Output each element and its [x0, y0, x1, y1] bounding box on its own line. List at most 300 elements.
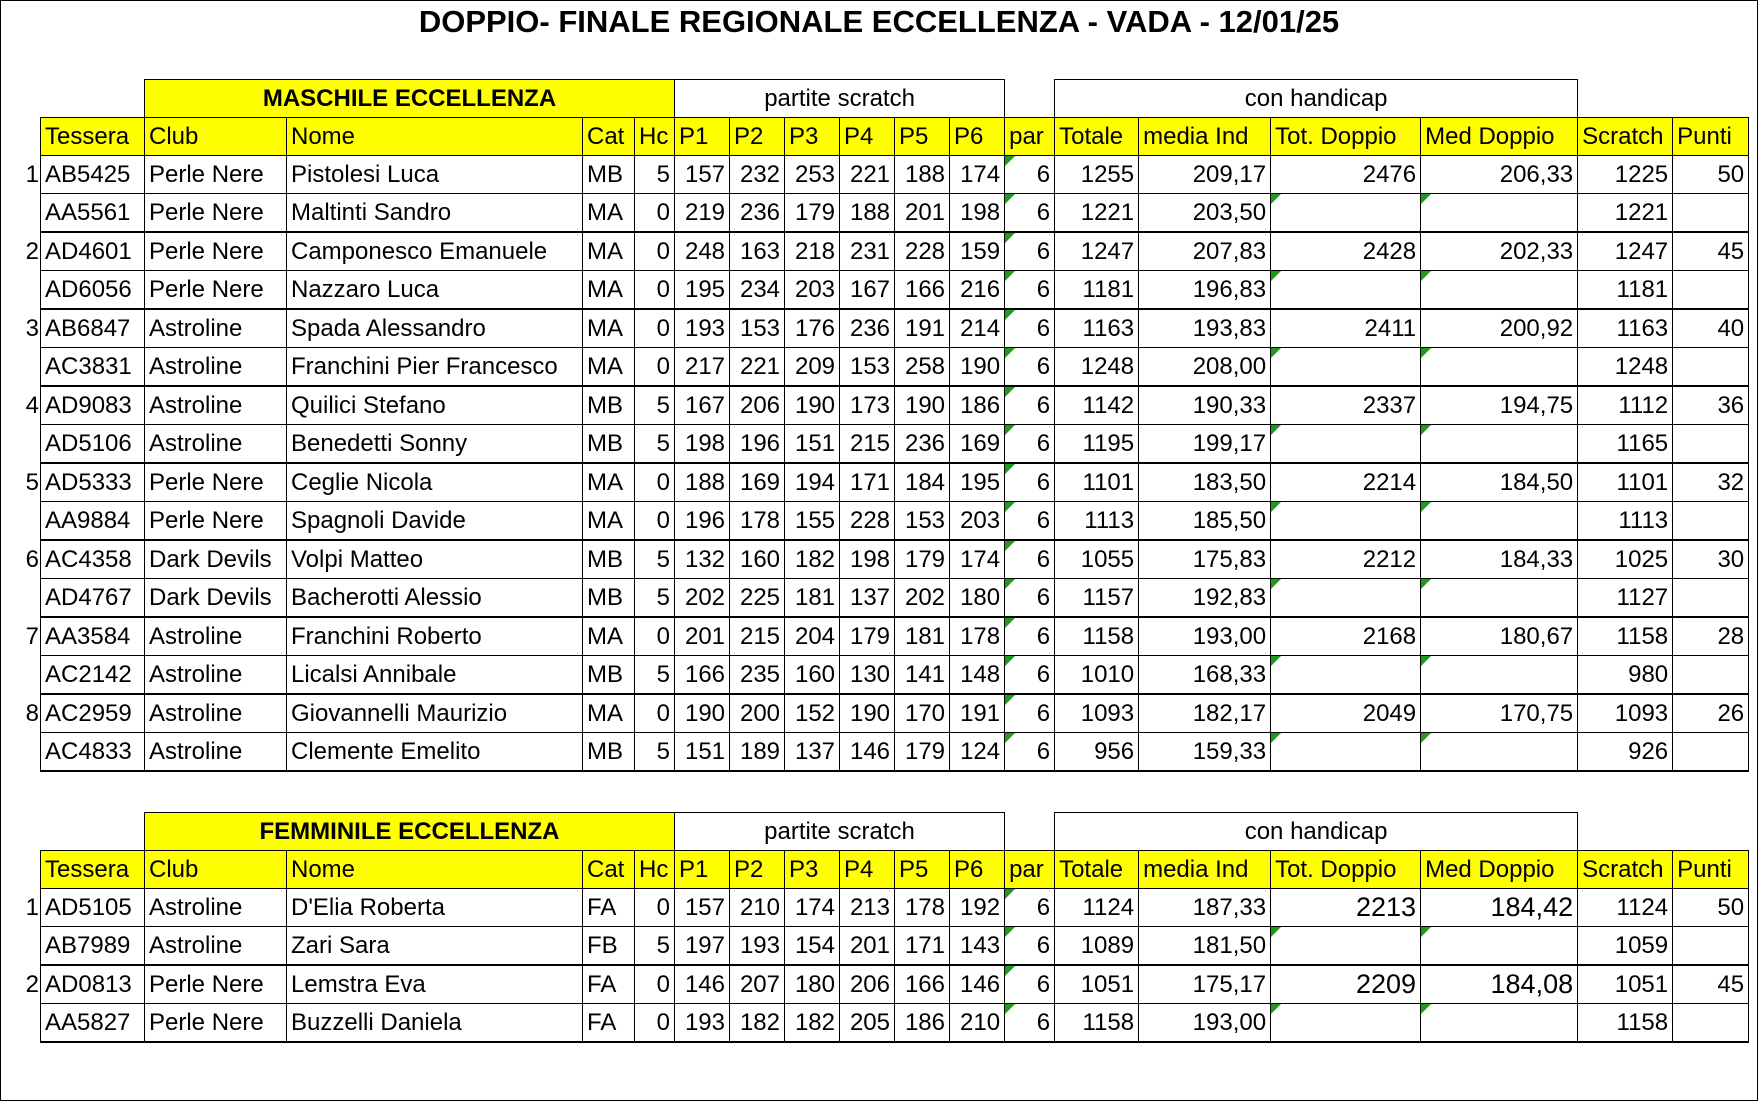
- cell-hc: 5: [635, 656, 675, 695]
- cell-tot-doppio: 2337: [1271, 386, 1421, 425]
- cell-nome: Lemstra Eva: [287, 965, 583, 1004]
- cell-scratch: 1059: [1578, 927, 1673, 966]
- cell-club: Astroline: [145, 889, 287, 927]
- cell-media: 185,50: [1139, 502, 1271, 541]
- cell-totale: 1195: [1055, 425, 1139, 464]
- cell-p5: 228: [895, 232, 950, 271]
- cell-tessera: AA5561: [41, 194, 145, 233]
- group-header-handicap: con handicap: [1055, 80, 1578, 118]
- group-header-scratch: partite scratch: [675, 80, 1005, 118]
- cell-nome: D'Elia Roberta: [287, 889, 583, 927]
- cell-p5: 184: [895, 463, 950, 502]
- cell-scratch: 1158: [1578, 617, 1673, 656]
- cell-par: 6: [1005, 617, 1055, 656]
- cell-p5: 171: [895, 927, 950, 966]
- cell-med-doppio-empty: [1421, 271, 1578, 310]
- cell-par: 6: [1005, 656, 1055, 695]
- cell-p2: 153: [730, 309, 785, 348]
- cell-club: Perle Nere: [145, 1004, 287, 1043]
- cell-p4: 205: [840, 1004, 895, 1043]
- cell-club: Dark Devils: [145, 579, 287, 618]
- cell-scratch: 1127: [1578, 579, 1673, 618]
- cell-p3: 253: [785, 156, 840, 194]
- table-row: [41, 889, 1749, 927]
- cell-p1: 157: [675, 889, 730, 927]
- cell-nome: Clemente Emelito: [287, 733, 583, 772]
- cell-totale: 1158: [1055, 617, 1139, 656]
- cell-p6: 148: [950, 656, 1005, 695]
- cell-club: Perle Nere: [145, 194, 287, 233]
- cell-p3: 181: [785, 579, 840, 618]
- cell-punti: 50: [1673, 889, 1749, 927]
- cell-scratch: 1101: [1578, 463, 1673, 502]
- cell-p6: 192: [950, 889, 1005, 927]
- cell-nome: Spada Alessandro: [287, 309, 583, 348]
- cell-club: Perle Nere: [145, 463, 287, 502]
- table-row: [41, 425, 1749, 464]
- cell-p5: 236: [895, 425, 950, 464]
- cell-cat: MB: [583, 425, 635, 464]
- cell-media: 193,83: [1139, 309, 1271, 348]
- cell-p3: 203: [785, 271, 840, 310]
- cell-punti: [1673, 271, 1749, 310]
- cell-p2: 221: [730, 348, 785, 387]
- cell-nome: Licalsi Annibale: [287, 656, 583, 695]
- cell-tot-doppio: 2212: [1271, 540, 1421, 579]
- pair-rank: 2: [25, 971, 39, 998]
- table-row: [41, 617, 1749, 656]
- cell-p4: 173: [840, 386, 895, 425]
- cell-par: 6: [1005, 386, 1055, 425]
- page-title: DOPPIO- FINALE REGIONALE ECCELLENZA - VADA - 12/01/25: [418, 4, 1340, 39]
- cell-nome: Bacherotti Alessio: [287, 579, 583, 618]
- cell-par: 6: [1005, 502, 1055, 541]
- column-header: Scratch: [1578, 851, 1673, 889]
- cell-p1: 166: [675, 656, 730, 695]
- cell-nome: Franchini Pier Francesco: [287, 348, 583, 387]
- cell-totale: 1055: [1055, 540, 1139, 579]
- cell-p1: 146: [675, 965, 730, 1004]
- cell-totale: 1089: [1055, 927, 1139, 966]
- table-row: [41, 965, 1749, 1004]
- cell-totale: 1113: [1055, 502, 1139, 541]
- cell-club: Astroline: [145, 348, 287, 387]
- cell-p2: 215: [730, 617, 785, 656]
- table-row: [41, 194, 1749, 233]
- cell-med-doppio: 206,33: [1421, 156, 1578, 194]
- column-header: P6: [950, 851, 1005, 889]
- cell-scratch: 1165: [1578, 425, 1673, 464]
- cell-med-doppio: 180,67: [1421, 617, 1578, 656]
- column-header: Cat: [583, 118, 635, 156]
- cell-par: 6: [1005, 156, 1055, 194]
- column-header: P3: [785, 118, 840, 156]
- cell-med-doppio: 194,75: [1421, 386, 1578, 425]
- cell-p2: 225: [730, 579, 785, 618]
- cell-cat: MA: [583, 232, 635, 271]
- table-row: [41, 927, 1749, 966]
- cell-nome: Maltinti Sandro: [287, 194, 583, 233]
- cell-tot-doppio: 2214: [1271, 463, 1421, 502]
- cell-tot-doppio: 2411: [1271, 309, 1421, 348]
- cell-p5: 181: [895, 617, 950, 656]
- cell-p6: 146: [950, 965, 1005, 1004]
- cell-p2: 235: [730, 656, 785, 695]
- cell-totale: 1124: [1055, 889, 1139, 927]
- cell-media: 192,83: [1139, 579, 1271, 618]
- cell-p3: 152: [785, 694, 840, 733]
- cell-totale: 1163: [1055, 309, 1139, 348]
- cell-p6: 174: [950, 156, 1005, 194]
- cell-tot-doppio: 2049: [1271, 694, 1421, 733]
- table-row: [41, 579, 1749, 618]
- cell-hc: 0: [635, 617, 675, 656]
- column-header: P4: [840, 118, 895, 156]
- blank-cell: [1005, 813, 1055, 851]
- column-header: Scratch: [1578, 118, 1673, 156]
- cell-med-doppio: 200,92: [1421, 309, 1578, 348]
- pair-rank: 1: [25, 894, 39, 921]
- cell-media: 193,00: [1139, 1004, 1271, 1043]
- cell-scratch: 926: [1578, 733, 1673, 772]
- cell-punti: 45: [1673, 232, 1749, 271]
- cell-p2: 232: [730, 156, 785, 194]
- cell-media: 199,17: [1139, 425, 1271, 464]
- cell-p3: 182: [785, 540, 840, 579]
- cell-media: 175,17: [1139, 965, 1271, 1004]
- cell-tessera: AD5106: [41, 425, 145, 464]
- section-femminile: [25, 812, 1749, 1043]
- cell-totale: 1093: [1055, 694, 1139, 733]
- cell-p2: 178: [730, 502, 785, 541]
- blank-cell: [1005, 80, 1055, 118]
- cell-scratch: 1247: [1578, 232, 1673, 271]
- cell-tessera: AD6056: [41, 271, 145, 310]
- cell-med-doppio-empty: [1421, 194, 1578, 233]
- cell-nome: Nazzaro Luca: [287, 271, 583, 310]
- cell-scratch: 1248: [1578, 348, 1673, 387]
- cell-hc: 5: [635, 579, 675, 618]
- cell-scratch: 1112: [1578, 386, 1673, 425]
- cell-p6: 178: [950, 617, 1005, 656]
- cell-p3: 182: [785, 1004, 840, 1043]
- column-header: Med Doppio: [1421, 851, 1578, 889]
- cell-par: 6: [1005, 425, 1055, 464]
- cell-hc: 0: [635, 965, 675, 1004]
- cell-par: 6: [1005, 194, 1055, 233]
- cell-med-doppio-empty: [1421, 733, 1578, 772]
- cell-media: 175,83: [1139, 540, 1271, 579]
- tessera-value: AC2959: [45, 700, 132, 727]
- cell-p3: 154: [785, 927, 840, 966]
- cell-p1: 196: [675, 502, 730, 541]
- cell-hc: 0: [635, 309, 675, 348]
- cell-hc: 0: [635, 502, 675, 541]
- cell-p1: 248: [675, 232, 730, 271]
- cell-med-doppio-empty: [1421, 348, 1578, 387]
- table-row: [41, 656, 1749, 695]
- cell-tessera: AB7989: [41, 927, 145, 966]
- cell-p2: 206: [730, 386, 785, 425]
- cell-club: Astroline: [145, 386, 287, 425]
- cell-club: Perle Nere: [145, 232, 287, 271]
- cell-cat: MB: [583, 540, 635, 579]
- cell-p1: 219: [675, 194, 730, 233]
- cell-cat: MB: [583, 579, 635, 618]
- cell-club: Astroline: [145, 617, 287, 656]
- cell-scratch: 1124: [1578, 889, 1673, 927]
- cell-p4: 228: [840, 502, 895, 541]
- cell-p2: 193: [730, 927, 785, 966]
- blank-cell: [41, 813, 145, 851]
- cell-tot-doppio-empty: [1271, 194, 1421, 233]
- cell-nome: Benedetti Sonny: [287, 425, 583, 464]
- cell-p1: 197: [675, 927, 730, 966]
- cell-tot-doppio-empty: [1271, 425, 1421, 464]
- cell-club: Dark Devils: [145, 540, 287, 579]
- cell-tessera: [25, 540, 145, 579]
- column-header: P2: [730, 851, 785, 889]
- cell-tessera: AC3831: [41, 348, 145, 387]
- column-header: P6: [950, 118, 1005, 156]
- cell-punti: 36: [1673, 386, 1749, 425]
- cell-tessera: [25, 386, 145, 425]
- cell-cat: FA: [583, 965, 635, 1004]
- column-header: Hc: [635, 118, 675, 156]
- cell-p2: 200: [730, 694, 785, 733]
- cell-p6: 186: [950, 386, 1005, 425]
- cell-p4: 188: [840, 194, 895, 233]
- column-header: P2: [730, 118, 785, 156]
- cell-p6: 180: [950, 579, 1005, 618]
- cell-p3: 204: [785, 617, 840, 656]
- cell-tot-doppio-empty: [1271, 348, 1421, 387]
- cell-p1: 157: [675, 156, 730, 194]
- column-header: Nome: [287, 851, 583, 889]
- cell-nome: Quilici Stefano: [287, 386, 583, 425]
- cell-punti: 30: [1673, 540, 1749, 579]
- table-row: [41, 309, 1749, 348]
- cell-punti: [1673, 425, 1749, 464]
- cell-totale: 1101: [1055, 463, 1139, 502]
- cell-media: 181,50: [1139, 927, 1271, 966]
- pair-rank: 5: [25, 469, 39, 496]
- cell-p6: 210: [950, 1004, 1005, 1043]
- cell-nome: Ceglie Nicola: [287, 463, 583, 502]
- cell-hc: 0: [635, 694, 675, 733]
- cell-media: 193,00: [1139, 617, 1271, 656]
- column-header: par: [1005, 851, 1055, 889]
- cell-hc: 5: [635, 156, 675, 194]
- cell-par: 6: [1005, 579, 1055, 618]
- cell-punti: [1673, 927, 1749, 966]
- group-header-handicap: con handicap: [1055, 813, 1578, 851]
- cell-med-doppio-empty: [1421, 1004, 1578, 1043]
- cell-totale: 1248: [1055, 348, 1139, 387]
- cell-media: 183,50: [1139, 463, 1271, 502]
- cell-p3: 179: [785, 194, 840, 233]
- cell-p5: 188: [895, 156, 950, 194]
- cell-p5: 202: [895, 579, 950, 618]
- cell-p4: 236: [840, 309, 895, 348]
- table-row: [41, 271, 1749, 310]
- cell-scratch: 1093: [1578, 694, 1673, 733]
- column-header: Tot. Doppio: [1271, 851, 1421, 889]
- table-row: [41, 502, 1749, 541]
- cell-med-doppio: 184,33: [1421, 540, 1578, 579]
- cell-scratch: 1163: [1578, 309, 1673, 348]
- cell-p3: 160: [785, 656, 840, 695]
- cell-med-doppio-empty: [1421, 425, 1578, 464]
- cell-club: Perle Nere: [145, 271, 287, 310]
- cell-club: Astroline: [145, 694, 287, 733]
- cell-med-doppio: 202,33: [1421, 232, 1578, 271]
- cell-p6: 190: [950, 348, 1005, 387]
- cell-tessera: [25, 617, 145, 656]
- cell-nome: Buzzelli Daniela: [287, 1004, 583, 1043]
- column-header: P5: [895, 118, 950, 156]
- cell-p5: 190: [895, 386, 950, 425]
- cell-p5: 179: [895, 540, 950, 579]
- cell-tot-doppio-empty: [1271, 579, 1421, 618]
- cell-totale: 1158: [1055, 1004, 1139, 1043]
- pair-rank: 6: [25, 546, 39, 573]
- column-header: Totale: [1055, 851, 1139, 889]
- cell-media: 196,83: [1139, 271, 1271, 310]
- cell-p2: 160: [730, 540, 785, 579]
- cell-p1: 193: [675, 1004, 730, 1043]
- cell-media: 208,00: [1139, 348, 1271, 387]
- cell-tessera: AD4767: [41, 579, 145, 618]
- cell-med-doppio: 184,08: [1421, 965, 1578, 1004]
- cell-media: 182,17: [1139, 694, 1271, 733]
- cell-p5: 178: [895, 889, 950, 927]
- tessera-value: AD5105: [45, 894, 132, 921]
- cell-par: 6: [1005, 540, 1055, 579]
- cell-med-doppio: 184,50: [1421, 463, 1578, 502]
- cell-tessera: AA5827: [41, 1004, 145, 1043]
- cell-p1: 195: [675, 271, 730, 310]
- cell-tessera: [25, 156, 145, 194]
- cell-cat: MA: [583, 617, 635, 656]
- cell-p2: 196: [730, 425, 785, 464]
- tessera-value: AD9083: [45, 392, 132, 419]
- tessera-value: AC4358: [45, 546, 132, 573]
- table-row: [41, 463, 1749, 502]
- cell-p6: 169: [950, 425, 1005, 464]
- cell-totale: 956: [1055, 733, 1139, 772]
- column-header: Hc: [635, 851, 675, 889]
- column-header: P4: [840, 851, 895, 889]
- cell-tot-doppio-empty: [1271, 502, 1421, 541]
- cell-scratch: 1181: [1578, 271, 1673, 310]
- column-header: Punti: [1673, 118, 1749, 156]
- column-header: Nome: [287, 118, 583, 156]
- cell-tessera: AC2142: [41, 656, 145, 695]
- cell-p6: 143: [950, 927, 1005, 966]
- cell-tot-doppio: 2213: [1271, 889, 1421, 927]
- cell-par: 6: [1005, 927, 1055, 966]
- cell-punti: [1673, 194, 1749, 233]
- cell-totale: 1157: [1055, 579, 1139, 618]
- table-row: [41, 386, 1749, 425]
- cell-p6: 198: [950, 194, 1005, 233]
- cell-p4: 137: [840, 579, 895, 618]
- results-table: [25, 79, 1749, 772]
- cell-p6: 214: [950, 309, 1005, 348]
- cell-punti: [1673, 502, 1749, 541]
- cell-media: 187,33: [1139, 889, 1271, 927]
- cell-punti: [1673, 1004, 1749, 1043]
- cell-p4: 167: [840, 271, 895, 310]
- table-row: [41, 348, 1749, 387]
- cell-p4: 198: [840, 540, 895, 579]
- cell-hc: 5: [635, 425, 675, 464]
- cell-tessera: [25, 965, 145, 1004]
- cell-cat: MA: [583, 694, 635, 733]
- cell-cat: FA: [583, 1004, 635, 1043]
- cell-totale: 1247: [1055, 232, 1139, 271]
- cell-hc: 0: [635, 889, 675, 927]
- cell-med-doppio-empty: [1421, 656, 1578, 695]
- tessera-value: AD5333: [45, 469, 132, 496]
- cell-par: 6: [1005, 271, 1055, 310]
- cell-scratch: 1051: [1578, 965, 1673, 1004]
- cell-cat: MB: [583, 656, 635, 695]
- cell-nome: Giovannelli Maurizio: [287, 694, 583, 733]
- cell-nome: Pistolesi Luca: [287, 156, 583, 194]
- column-header: Med Doppio: [1421, 118, 1578, 156]
- cell-nome: Camponesco Emanuele: [287, 232, 583, 271]
- cell-p5: 166: [895, 271, 950, 310]
- cell-tessera: [25, 309, 145, 348]
- cell-p5: 141: [895, 656, 950, 695]
- cell-hc: 5: [635, 386, 675, 425]
- cell-cat: MB: [583, 156, 635, 194]
- cell-p5: 191: [895, 309, 950, 348]
- cell-totale: 1255: [1055, 156, 1139, 194]
- cell-p4: 206: [840, 965, 895, 1004]
- group-header-scratch: partite scratch: [675, 813, 1005, 851]
- cell-p3: 180: [785, 965, 840, 1004]
- cell-tot-doppio: 2428: [1271, 232, 1421, 271]
- cell-cat: MB: [583, 733, 635, 772]
- cell-p3: 218: [785, 232, 840, 271]
- cell-par: 6: [1005, 232, 1055, 271]
- column-header: Club: [145, 851, 287, 889]
- cell-club: Perle Nere: [145, 502, 287, 541]
- column-header: P1: [675, 118, 730, 156]
- cell-med-doppio: 170,75: [1421, 694, 1578, 733]
- cell-p2: 169: [730, 463, 785, 502]
- cell-med-doppio: 184,42: [1421, 889, 1578, 927]
- cell-club: Astroline: [145, 656, 287, 695]
- cell-nome: Volpi Matteo: [287, 540, 583, 579]
- cell-punti: 28: [1673, 617, 1749, 656]
- results-table: [25, 812, 1749, 1043]
- column-header: media Ind: [1139, 118, 1271, 156]
- cell-p1: 202: [675, 579, 730, 618]
- column-header: Punti: [1673, 851, 1749, 889]
- cell-med-doppio-empty: [1421, 502, 1578, 541]
- cell-p1: 188: [675, 463, 730, 502]
- tessera-value: AA3584: [45, 623, 131, 650]
- cell-p4: 171: [840, 463, 895, 502]
- cell-club: Astroline: [145, 309, 287, 348]
- cell-scratch: 1113: [1578, 502, 1673, 541]
- cell-hc: 5: [635, 540, 675, 579]
- tessera-value: AB6847: [45, 315, 131, 342]
